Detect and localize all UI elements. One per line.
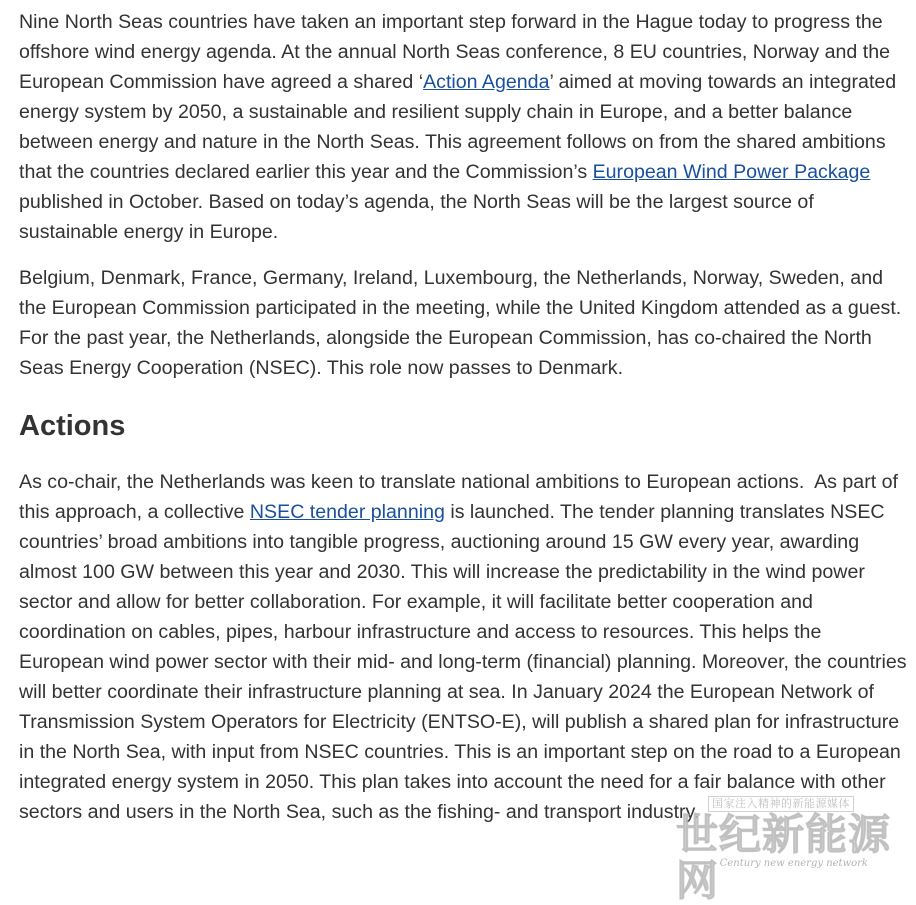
intro-paragraph (19, 7, 909, 247)
action-agenda-link[interactable]: Action Agenda (423, 71, 550, 93)
intro-text-3: published in October. Based on today’s agenda, the North Seas will be the largest source of sustainable energy in Europe. (19, 191, 814, 243)
european-wind-power-package-link[interactable]: European Wind Power Package (592, 161, 871, 183)
actions-paragraph (19, 467, 909, 827)
article-body (19, 7, 909, 827)
watermark-tagline: 国家注入精神的新能源媒体 (708, 796, 854, 812)
watermark-subtitle: Century new energy network (719, 858, 868, 869)
actions-heading: Actions (19, 410, 126, 442)
participants-paragraph: Belgium, Denmark, France, Germany, Ireland, Luxembourg, the Netherlands, Norway, Sweden, and the European Commission participated in the meeting, while the United Kingdom attended as a guest. For the past year, the Netherlands, alongside the European Commission, has co-chaired the North Seas Energy Cooperation (NSEC). This role now passes to Denmark. (19, 267, 902, 379)
watermark-logo-text: 世纪新能源网 (676, 810, 892, 905)
actions-text-2: is launched. The tender planning translates NSEC countries’ broad ambitions into tangible progress, auctioning around 15 GW every year, awarding almost 100 GW between this year and 2030. This will increase the predictability in the wind power sector and allow for better collaboration. For example, it will facilitate better cooperation and coordination on cables, pipes, harbour infrastructure and access to resources. This helps the European wind power sector with their mid- and long-term (financial) planning. Moreover, the countries will better coordinate their infrastructure planning at sea. In January 2024 the European Network of Transmission System Operators for Electricity (ENTSO-E), will publish a shared plan for infrastructure in the North Sea, with input from NSEC countries. This is an important step on the road to a European integrated energy system in 2050. This plan takes into account the need for a fair balance with other sectors and users in the North Sea, such as the fishing- and transport industry. (19, 501, 907, 823)
nsec-tender-planning-link[interactable]: NSEC tender planning (249, 501, 445, 523)
actions-text-1: As co-chair, the Netherlands was keen to translate national ambitions to European actions. As part of this approach, a collective (19, 471, 898, 523)
intro-text-2: ’ aimed at moving towards an integrated energy system by 2050, a sustainable and resilient supply chain in Europe, and a better balance between energy and nature in the North Seas. This agreement follows on from the shared ambitions that the countries declared earlier this year and the Commission’s (19, 71, 897, 183)
intro-text-1: Nine North Seas countries have taken an important step forward in the Hague today to progress the offshore wind energy agenda. At the annual North Seas conference, 8 EU countries, Norway and the European Commission have agreed a shared ‘ (19, 11, 891, 93)
